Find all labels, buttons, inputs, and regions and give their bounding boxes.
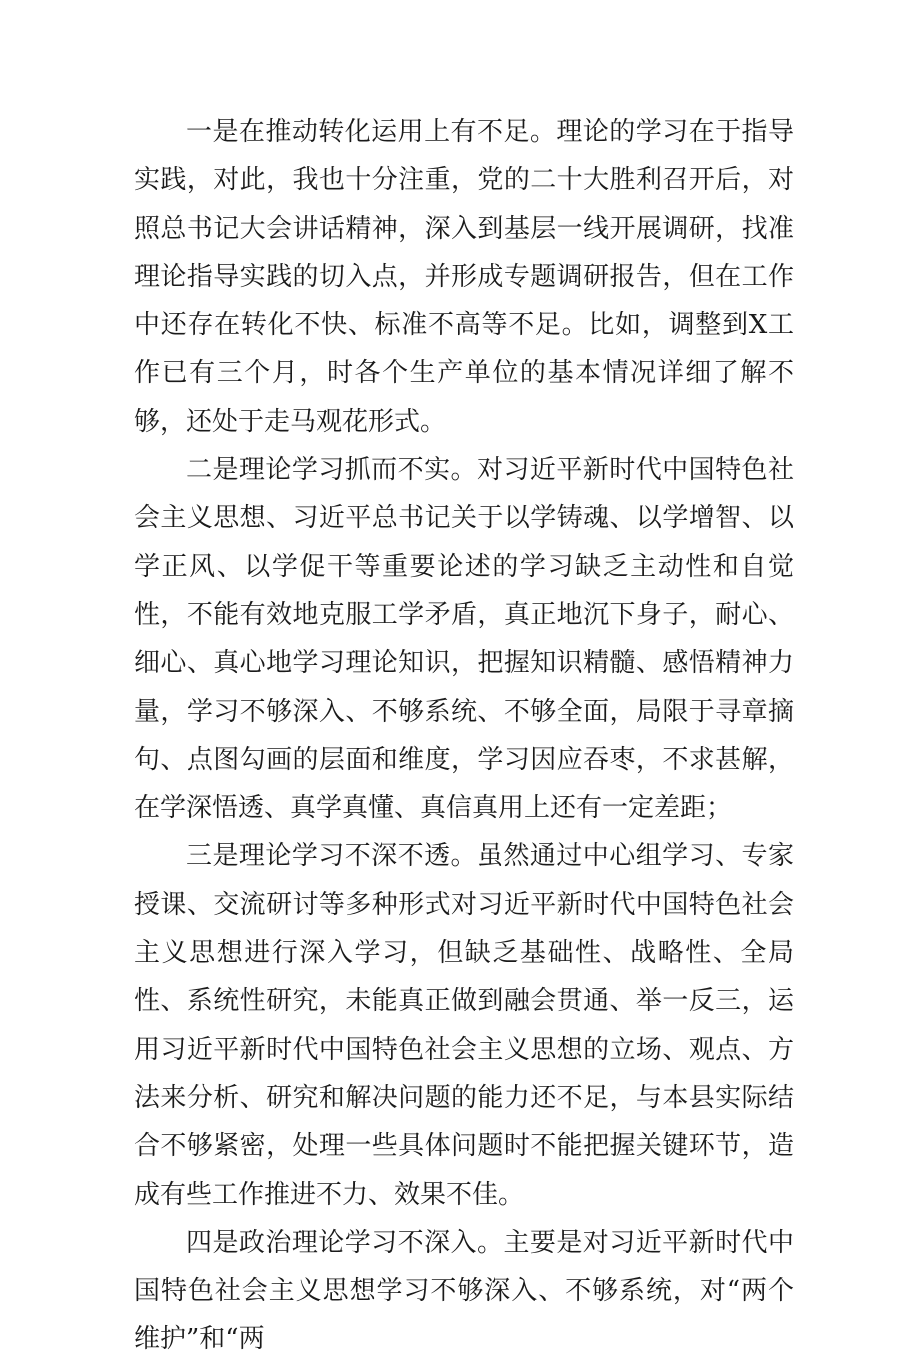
paragraph-4: 四是政治理论学习不深入。主要是对习近平新时代中国特色社会主义思想学习不够深入、不够系统，对“两个维护”和“两 [134,1227,794,1355]
paragraph-3: 三是理论学习不深不透。虽然通过中心组学习、专家授课、交流研讨等多种形式对习近平新时代中国特色社会主义思想进行深入学习，但缺乏基础性、战略性、全局性、系统性研究，未能真正做到融会贯通、举一反三，运用习近平新时代中国特色社会主义思想的立场、观点、方法来分析、研究和解决问题的能力还不足，与本县实际结合不够紧密，处理一些具体问题时不能把握关键环节，造成有些工作推进不力、效果不佳。 [134,841,794,1210]
document-body [134,108,794,1364]
paragraph-2: 二是理论学习抓而不实。对习近平新时代中国特色社会主义思想、习近平总书记关于以学铸魂、以学增智、以学正风、以学促干等重要论述的学习缺乏主动性和自觉性，不能有效地克服工学矛盾，真正地沉下身子，耐心、细心、真心地学习理论知识，把握知识精髓、感悟精神力量，学习不够深入、不够系统、不够全面，局限于寻章摘句、点图勾画的层面和维度，学习因应吞枣，不求甚解，在学深悟透、真学真懂、真信真用上还有一定差距； [134,455,794,824]
paragraph-1: 一是在推动转化运用上有不足。理论的学习在于指导实践，对此，我也十分注重，党的二十大胜利召开后，对照总书记大会讲话精神，深入到基层一线开展调研，找准理论指导实践的切入点，并形成专题调研报告，但在工作中还存在转化不快、标准不高等不足。比如，调整到X工作已有三个月，时各个生产单位的基本情况详细了解不够，还处于走马观花形式。 [134,117,794,437]
